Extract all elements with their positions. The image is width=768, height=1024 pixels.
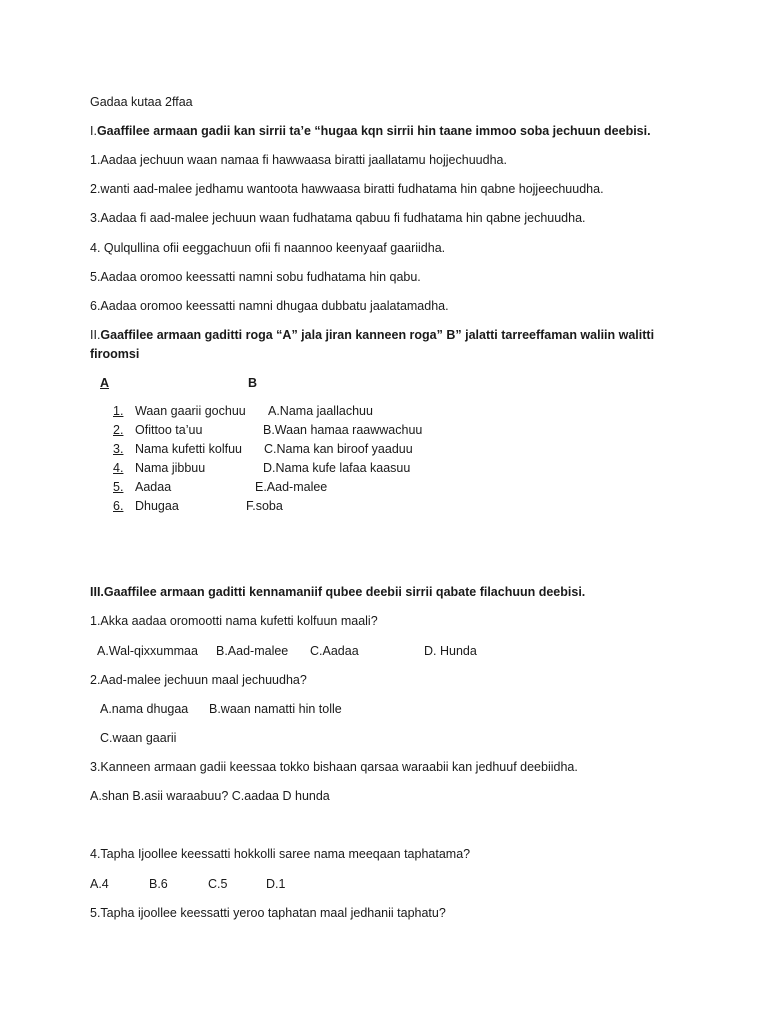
match-num: 2.: [113, 423, 124, 437]
q4-option-d: D.1: [266, 877, 286, 891]
section1-item-1: 1.Aadaa jechuun waan namaa fi hawwaasa biratti jaallatamu hojjechuudha.: [90, 153, 507, 167]
q2-option-c: C.waan gaarii: [100, 731, 177, 745]
match-num: 6.: [113, 499, 124, 513]
section1-title: Gaaffilee armaan gadii kan sirrii ta’e “hugaa kqn sirrii hin taane immoo soba jechuun deebisi.: [96, 124, 651, 138]
match-row-6: [113, 498, 179, 514]
section1-item-5: 5.Aadaa oromoo keessatti namni sobu fudhatama hin qabu.: [90, 270, 421, 284]
match-row-5: [113, 479, 171, 495]
match-row-3: [113, 441, 242, 457]
question-4: 4.Tapha Ijoollee keessatti hokkolli saree nama meeqaan taphatama?: [90, 847, 471, 861]
section1-item-4: 4. Qulqullina ofii eeggachuun ofii fi naannoo keenyaaf gaariidha.: [90, 241, 446, 255]
match-num: 4.: [113, 461, 124, 475]
section1-item-3: 3.Aadaa fi aad-malee jechuun waan fudhatama qabuu fi fudhatama hin qabne jechuudha.: [90, 211, 586, 225]
section1-heading: [90, 123, 651, 139]
section1-item-2: 2.wanti aad-malee jedhamu wantoota hawwaasa biratti fudhatama hin qabne hojjeechuudha.: [90, 182, 604, 196]
q1-option-c: C.Aadaa: [310, 644, 359, 658]
q1-option-b: B.Aad-malee: [216, 644, 289, 658]
question-3: 3.Kanneen armaan gadii keessaa tokko bishaan qarsaa waraabii kan jedhuuf deebiidha.: [90, 760, 578, 774]
match-a: Aadaa: [135, 480, 172, 494]
question-1: 1.Akka aadaa oromootti nama kufetti kolfuun maali?: [90, 614, 378, 628]
match-a: Nama kufetti kolfuu: [135, 442, 242, 456]
section3-title: III.Gaaffilee armaan gaditti kennamaniif qubee deebii sirrii qabate filachuun deebisi.: [90, 585, 586, 599]
match-num: 5.: [113, 480, 124, 494]
q1-option-d: D. Hunda: [424, 644, 477, 658]
match-a: Nama jibbuu: [135, 461, 206, 475]
q4-option-b: B.6: [149, 877, 168, 891]
match-row-1: [113, 403, 246, 419]
column-b-header: B: [248, 376, 258, 390]
match-a: Waan gaarii gochuu: [135, 404, 246, 418]
section2-title-line2: firoomsi: [90, 347, 140, 361]
q4-option-c: C.5: [208, 877, 228, 891]
match-b-3: C.Nama kan biroof yaaduu: [264, 442, 413, 456]
match-num: 3.: [113, 442, 124, 456]
section1-item-6: 6.Aadaa oromoo keessatti namni dhugaa dubbatu jaalatamadha.: [90, 299, 449, 313]
match-row-2: [113, 422, 202, 438]
question-5: 5.Tapha ijoollee keessatti yeroo taphatan maal jedhanii taphatu?: [90, 906, 446, 920]
match-num: 1.: [113, 404, 124, 418]
match-b-1: A.Nama jaallachuu: [268, 404, 373, 418]
section2-prefix: II.: [90, 328, 101, 342]
match-b-6: F.soba: [246, 499, 283, 513]
match-b-2: B.Waan hamaa raawwachuu: [263, 423, 423, 437]
q1-option-a: A.Wal-qixxummaa: [97, 644, 198, 658]
question-2: 2.Aad-malee jechuun maal jechuudha?: [90, 673, 307, 687]
match-a: Ofittoo ta’uu: [135, 423, 203, 437]
q4-option-a: A.4: [90, 877, 109, 891]
q2-option-b: B.waan namatti hin tolle: [209, 702, 342, 716]
q2-option-a: A.nama dhugaa: [100, 702, 189, 716]
section2-title-line1: Gaaffilee armaan gaditti roga “A” jala jiran kanneen roga” B” jalatti tarreeffaman waliin walitti: [100, 328, 655, 342]
column-a-header: A: [100, 376, 110, 390]
header-title: Gadaa kutaa 2ffaa: [90, 95, 193, 109]
match-b-4: D.Nama kufe lafaa kaasuu: [263, 461, 411, 475]
match-b-5: E.Aad-malee: [255, 480, 328, 494]
match-row-4: [113, 460, 205, 476]
q3-options: A.shan B.asii waraabuu? C.aadaa D hunda: [90, 789, 330, 803]
match-a: Dhugaa: [135, 499, 179, 513]
section2-heading: [90, 327, 654, 343]
section1-prefix: I.: [90, 124, 97, 138]
